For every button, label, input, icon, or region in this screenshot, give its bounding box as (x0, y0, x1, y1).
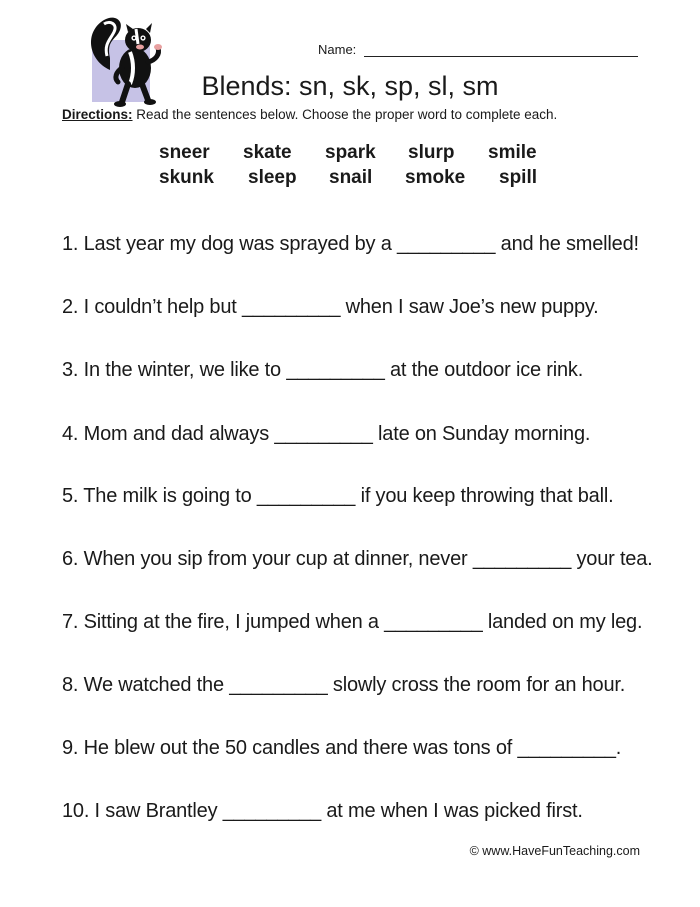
skunk-mascot-icon (80, 10, 170, 110)
sentence-item: 6. When you sip from your cup at dinner, never _________ your tea. (62, 548, 653, 570)
directions-label: Directions: (62, 107, 133, 122)
sentence-item: 2. I couldn’t help but _________ when I saw Joe’s new puppy. (62, 296, 599, 318)
word-bank-word: sneer (159, 142, 210, 163)
word-bank-row-1 (155, 142, 555, 167)
word-bank-word: snail (329, 167, 373, 188)
word-bank-word: spark (325, 142, 376, 163)
directions (62, 107, 662, 123)
word-bank (155, 142, 555, 192)
sentence-item: 10. I saw Brantley _________ at me when I was picked first. (62, 800, 583, 822)
sentence-item: 4. Mom and dad always _________ late on Sunday morning. (62, 423, 591, 445)
word-bank-word: slurp (408, 142, 455, 163)
word-bank-word: skunk (159, 167, 214, 188)
name-field[interactable] (318, 42, 640, 62)
page-title: Blends: sn, sk, sp, sl, sm (201, 71, 499, 101)
copyright-footer: © www.HaveFunTeaching.com (469, 844, 640, 858)
word-bank-word: spill (499, 167, 538, 188)
sentence-item: 8. We watched the _________ slowly cross the room for an hour. (62, 674, 626, 696)
word-bank-word: smoke (405, 167, 466, 188)
word-bank-row-2 (155, 167, 555, 192)
word-bank-word: smile (488, 142, 537, 163)
sentence-item: 9. He blew out the 50 candles and there was tons of _________. (62, 737, 622, 759)
name-label: Name: (318, 42, 357, 57)
word-bank-word: skate (243, 142, 292, 163)
sentence-item: 1. Last year my dog was sprayed by a _________ and he smelled! (62, 233, 639, 255)
word-bank-word: sleep (248, 167, 297, 188)
name-write-line[interactable] (364, 56, 638, 57)
sentence-item: 5. The milk is going to _________ if you keep throwing that ball. (62, 485, 614, 507)
sentence-item: 7. Sitting at the fire, I jumped when a _________ landed on my leg. (62, 611, 643, 633)
sentence-item: 3. In the winter, we like to _________ at the outdoor ice rink. (62, 359, 584, 381)
directions-text: Read the sentences below. Choose the proper word to complete each. (136, 107, 558, 122)
